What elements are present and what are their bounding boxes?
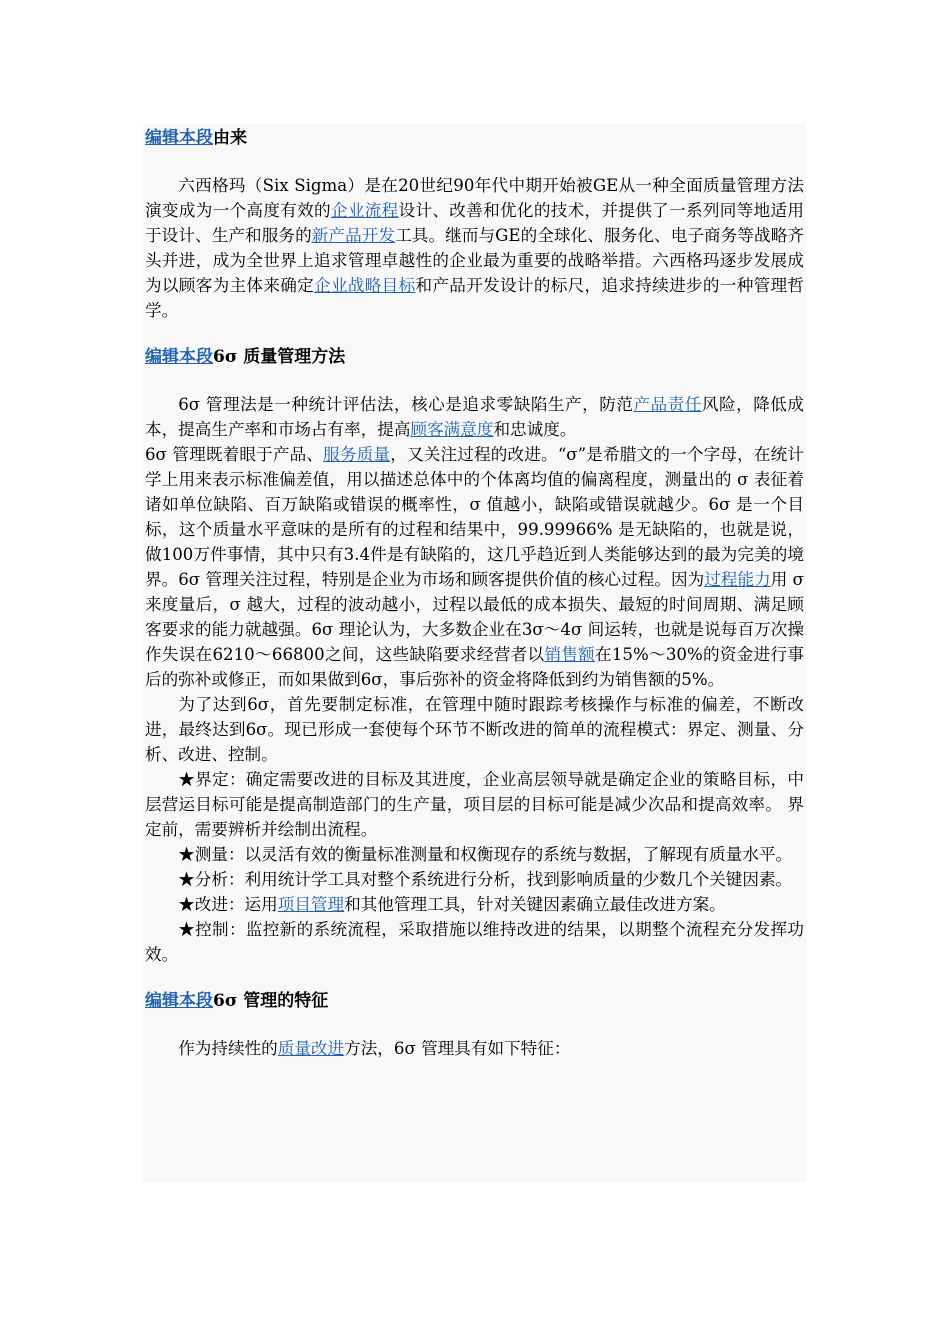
text-run: 风险，降低成本，提高生产率和市场占有率，提高 xyxy=(145,395,805,439)
text-run: 用 σ 来度量后，σ 越大，过程的波动越小，过程以最低的成本损失、最短的时间周期、满足顾客要求的能力就越强。6σ 理论认为，大多数企业在3σ～4σ 间运转，也就是说每百万次操作失误在6210～66800之间，这些缺陷要求经营者以 xyxy=(145,570,804,664)
document-page xyxy=(143,124,806,1182)
link-enterprise-process[interactable]: 企业流程 xyxy=(330,201,399,220)
text-run: 6σ 管理既着眼于产品、 xyxy=(145,445,324,464)
link-enterprise-strategy-goal[interactable]: 企业战略目标 xyxy=(314,276,416,295)
text-run: 六西格玛（Six Sigma）是在20世纪90年代中期开始被GE从一种全面质量管理方法演变成为一个高度有效的 xyxy=(145,176,804,220)
text-run: 工具。继而与GE的全球化、服务化、电子商务等战略齐头并进，成为全世界上追求管理卓越性的企业最为重要的战略举措。六西格玛逐步发展成为以顾客为主体来确定 xyxy=(145,226,805,295)
text-run: 6σ 管理法是一种统计评估法，核心是追求零缺陷生产，防范 xyxy=(178,395,634,414)
link-sales-amount[interactable]: 销售额 xyxy=(544,645,595,664)
paragraph xyxy=(145,392,804,442)
section-title: 6σ 管理的特征 xyxy=(213,991,329,1011)
text-run: 和其他管理工具，针对关键因素确立最佳改进方案。 xyxy=(344,895,726,914)
edit-section-link[interactable]: 编辑本段 xyxy=(145,347,213,367)
text-run: 方法，6σ 管理具有如下特征： xyxy=(344,1039,571,1058)
text-run: 设计、改善和优化的技术，并提供了一系列同等地适用于设计、生产和服务的 xyxy=(145,201,805,245)
edit-section-link[interactable]: 编辑本段 xyxy=(145,128,213,148)
link-quality-improvement[interactable]: 质量改进 xyxy=(277,1039,345,1058)
paragraph xyxy=(145,173,804,323)
link-service-quality[interactable]: 服务质量 xyxy=(323,445,391,464)
section-title: 由来 xyxy=(213,128,247,148)
list-item-control: ★控制：监控新的系统流程，采取措施以维持改进的结果，以期整个流程充分发挥功效。 xyxy=(145,920,804,964)
link-project-management[interactable]: 项目管理 xyxy=(277,895,345,914)
text-run: 作为持续性的 xyxy=(178,1039,278,1058)
text-run: 和忠诚度。 xyxy=(493,420,577,439)
list-item-improve xyxy=(145,892,804,917)
text-run: 在15%～30%的资金进行事后的弥补或修正，而如果做到6σ，事后弥补的资金将降低到约为销售额的5%。 xyxy=(145,645,804,689)
list-item-measure: ★测量：以灵活有效的衡量标准测量和权衡现存的系统与数据，了解现有质量水平。 xyxy=(178,845,793,864)
text-run: ★改进：运用 xyxy=(178,895,278,914)
link-new-product-development[interactable]: 新产品开发 xyxy=(311,226,396,245)
section-heading-origin xyxy=(145,126,804,151)
list-item-analyze: ★分析：利用统计学工具对整个系统进行分析，找到影响质量的少数几个关键因素。 xyxy=(178,870,793,889)
section-heading-features xyxy=(145,989,804,1014)
text-run: ，又关注过程的改进。“σ”是希腊文的一个字母，在统计学上用来表示标准偏差值，用以描述总体中的个体离均值的偏离程度，测量出的 σ 表征着诸如单位缺陷、百万缺陷或错误的概率性，σ 值越小，缺陷或错误就越少。6σ 是一个目标，这个质量水平意味的是所有的过程和结果中，99.99966% 是无缺陷的，也就是说，做100万件事情，其中只有3.4件是有缺陷的，这几乎趋近到人类能够达到的最为完美的境界。6σ 管理关注过程，特别是企业为市场和顾客提供价值的核心过程。因为 xyxy=(145,445,804,589)
link-process-capability[interactable]: 过程能力 xyxy=(704,570,771,589)
paragraph xyxy=(145,442,804,692)
paragraph: 为了达到6σ，首先要制定标准，在管理中随时跟踪考核操作与标准的偏差，不断改进，最终达到6σ。现已形成一套使每个环节不断改进的简单的流程模式：界定、测量、分析、改进、控制。 xyxy=(145,695,804,764)
list-item-define: ★界定：确定需要改进的目标及其进度，企业高层领导就是确定企业的策略目标，中层营运目标可能是提高制造部门的生产量，项目层的目标可能是减少次品和提高效率。 界定前，需要辨析并绘制出流程。 xyxy=(145,770,804,839)
link-customer-satisfaction[interactable]: 顾客满意度 xyxy=(410,420,494,439)
paragraph xyxy=(145,1036,804,1061)
link-product-liability[interactable]: 产品责任 xyxy=(633,395,702,414)
document-content xyxy=(145,124,804,1061)
section-title: 6σ 质量管理方法 xyxy=(213,347,346,367)
text-run: 和产品开发设计的标尺，追求持续进步的一种管理哲学。 xyxy=(145,276,805,320)
section-heading-six-sigma-method xyxy=(145,345,804,370)
edit-section-link[interactable]: 编辑本段 xyxy=(145,991,213,1011)
